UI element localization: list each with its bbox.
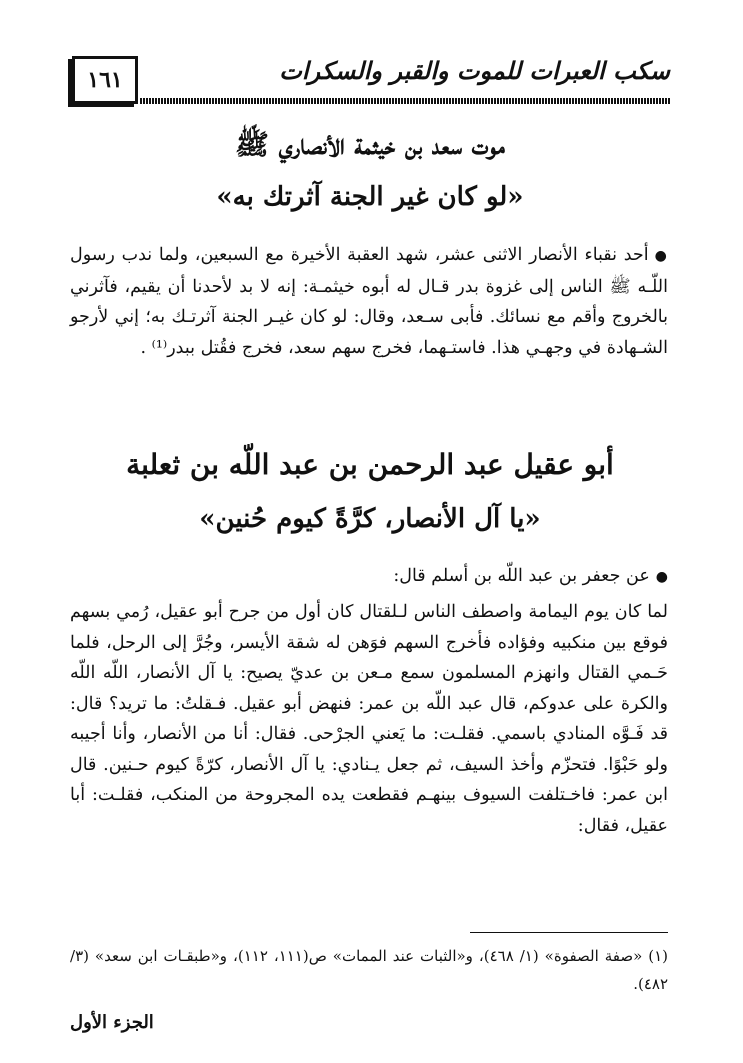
paragraph-abu-aqil: لما كان يوم اليمامة واصطف الناس لـلقتال كان أول من جرح أبو عقيل، رُمي بسهم فوقع بين منكبيه وفؤاده فأخرج السهم فوَهن له شقة الأيسر، وجُرَّ إلى الرحل، فلما حَـمي القتال وانهزم المسلمون سمع مـعن بن عديّ يصيح: يا آل الأنصار، اللّه اللّه والكرة على عدوكم، قال عبد اللّه بن عمر: فنهض أبو عقيل. فـقلتُ: ما تريد؟ قال: قد فَـوَّه المنادي باسمي. فقلـت: ما يَعني الجرْحى. فقال: أنا من الأنصار، وأنا أجيبه ولو حَبْوًا. فتحزّم وأخذ السيف، ثم جعل يـنادي: يا آل الأنصار، كرّةً كيوم حـنين. قال ابن عمر: فاخـتلفت السيوف بينهـم فقطعت يده المجروحة من المنكب، فقلـت: أبا عقيل، فقال: xyxy=(70,602,668,836)
bullet-icon: ● xyxy=(655,569,668,585)
footnote: (١) «صفة الصفوة» (١/ ٤٦٨)، و«الثبات عند الممات» ص(١١١، ١١٢)، و«طبقـات ابن سعد» (٣/ ٤٨٢). xyxy=(70,947,669,993)
paragraph-text: أحد نقباء الأنصار الاثنى عشر، شهد العقبة الأخيرة مع السبعين، ولما ندب رسول اللّـه ﷺ الناس إلى غزوة بدر قـال له أبوه خيثمـة: إنه لا بد لأحدنا أن يقيم، فآثرني بالخروج وأقم مع نسائك. فأبى سـعد، وقال: لو كان غيـر الجنة آثرتـك به؛ إني لأرجو الشـهادة في وجهـي هذا. فاستـهما، فخرج سهم سعد، فخرج فقُتل ببدر⁽¹⁾ . xyxy=(70,245,668,358)
intro-text: عن جعفر بن عبد اللّه بن أسلم قال: xyxy=(393,566,650,586)
section-subtitle-sad: «لو كان غير الجنة آثرتك به» xyxy=(216,182,524,212)
page-header xyxy=(72,46,670,106)
running-title: سكب العبرات للموت والقبر والسكرات xyxy=(279,56,670,85)
bullet-icon: ● xyxy=(654,248,668,264)
intro-line xyxy=(70,561,668,593)
section-subtitle-abu-aqil: «يا آل الأنصار، كرَّةً كيوم حُنين» xyxy=(199,504,541,534)
paragraph-sad xyxy=(70,240,668,363)
section-title-abu-aqil: أبو عقيل عبد الرحمن بن عبد اللّه بن ثعلبة xyxy=(126,448,614,481)
footnote-rule xyxy=(470,932,668,933)
section-title-sad: موت سعد بن خيثمة الأنصاري ﷺ xyxy=(235,128,505,161)
header-rule xyxy=(140,98,670,104)
volume-label: الجزء الأول xyxy=(70,1012,154,1033)
page-number: ١٦١ xyxy=(72,56,138,104)
